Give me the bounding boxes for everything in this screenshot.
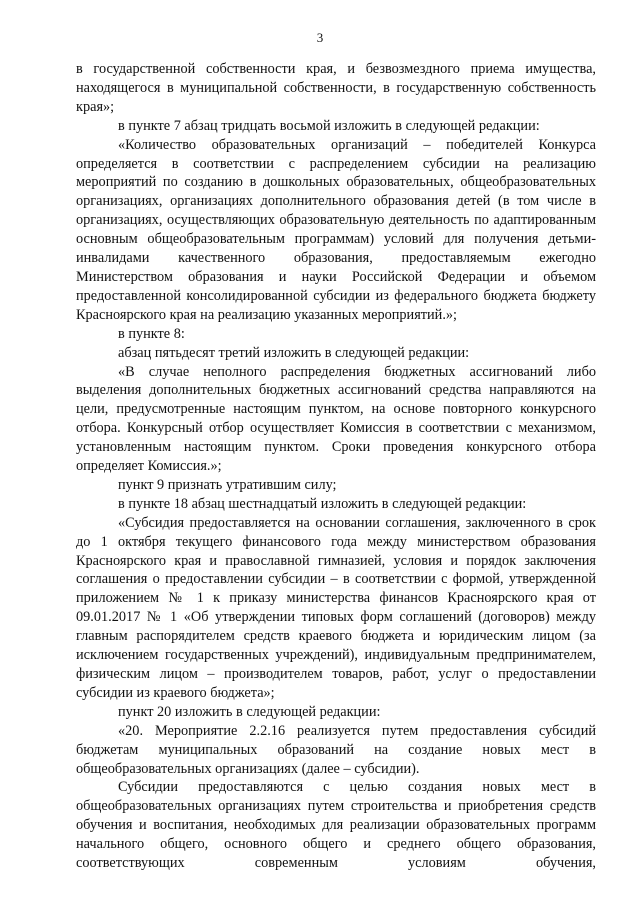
paragraph-5: абзац пятьдесят третий изложить в следующей редакции: bbox=[118, 344, 470, 361]
paragraph-8: в пункте 18 абзац шестнадцатый изложить в следующей редакции: bbox=[118, 495, 527, 512]
paragraph-2: в пункте 7 абзац тридцать восьмой изложить в следующей редакции: bbox=[118, 117, 540, 134]
document-body bbox=[76, 60, 596, 873]
paragraph-9: «Субсидия предоставляется на основании соглашения, заключенного в срок до 1 октября текущего финансового года между министерством образования Красноярского края и православной гимназией, условия и порядок заключения соглашения о предоставлении субсидии – в соответствии с формой, утвержденной приложением № 1 к приказу министерства финансов Красноярского края от 09.01.2017 № 1 «Об утверждении типовых форм соглашений (договоров) между главным распорядителем средств краевого бюджета и юридическим лицом (за исключением государственных учреждений), индивидуальным предпринимателем, физическим лицом – производителем товаров, работ, услуг о предоставлении субсидии из краевого бюджета»; bbox=[76, 514, 596, 701]
paragraph-4: в пункте 8: bbox=[118, 325, 185, 342]
page-number: 3 bbox=[316, 30, 324, 45]
paragraph-3: «Количество образовательных организаций – победителей Конкурса определяется в соответствии с распределением субсидии на реализацию мероприятий по созданию в дошкольных образовательных, общеобразовательных организациях, организациях дополнительного образования детей (в том числе в организациях, осуществляющих образовательную деятельность по адаптированным основным общеобразовательным программам) условий для получения детьми-инвалидами качественного образования, предоставляемым ежегодно Министерством образования и науки Российской Федерации и объемом предоставленной консолидированной субсидии из федерального бюджета бюджету Красноярского края на реализацию указанных мероприятий.»; bbox=[76, 136, 596, 323]
paragraph-1: в государственной собственности края, и безвозмездного приема имущества, находящегося в муниципальной собственности, в государственную собственность края»; bbox=[76, 61, 596, 115]
paragraph-6: «В случае неполного распределения бюджетных ассигнований либо выделения дополнительных бюджетных ассигнований средства направляются на цели, предусмотренные настоящим пунктом, на основе повторного конкурсного отбора. Конкурсный отбор осуществляет Комиссия в соответствии с механизмом, установленным настоящим пунктом. Сроки проведения конкурсного отбора определяет Комиссия.»; bbox=[76, 363, 596, 475]
paragraph-11: «20. Мероприятие 2.2.16 реализуется путем предоставления субсидий бюджетам муниципальных образований на создание новых мест в общеобразовательных организациях (далее – субсидии). bbox=[76, 722, 596, 777]
paragraph-10: пункт 20 изложить в следующей редакции: bbox=[118, 703, 381, 720]
paragraph-12: Субсидии предоставляются с целью создания новых мест в общеобразовательных организациях путем строительства и приобретения средств обучения и воспитания, необходимых для реализации образовательных программ начального общего, основного общего и среднего общего образования, соответствующих современным условиям обучения, bbox=[76, 779, 596, 872]
paragraph-7: пункт 9 признать утратившим силу; bbox=[118, 476, 337, 493]
